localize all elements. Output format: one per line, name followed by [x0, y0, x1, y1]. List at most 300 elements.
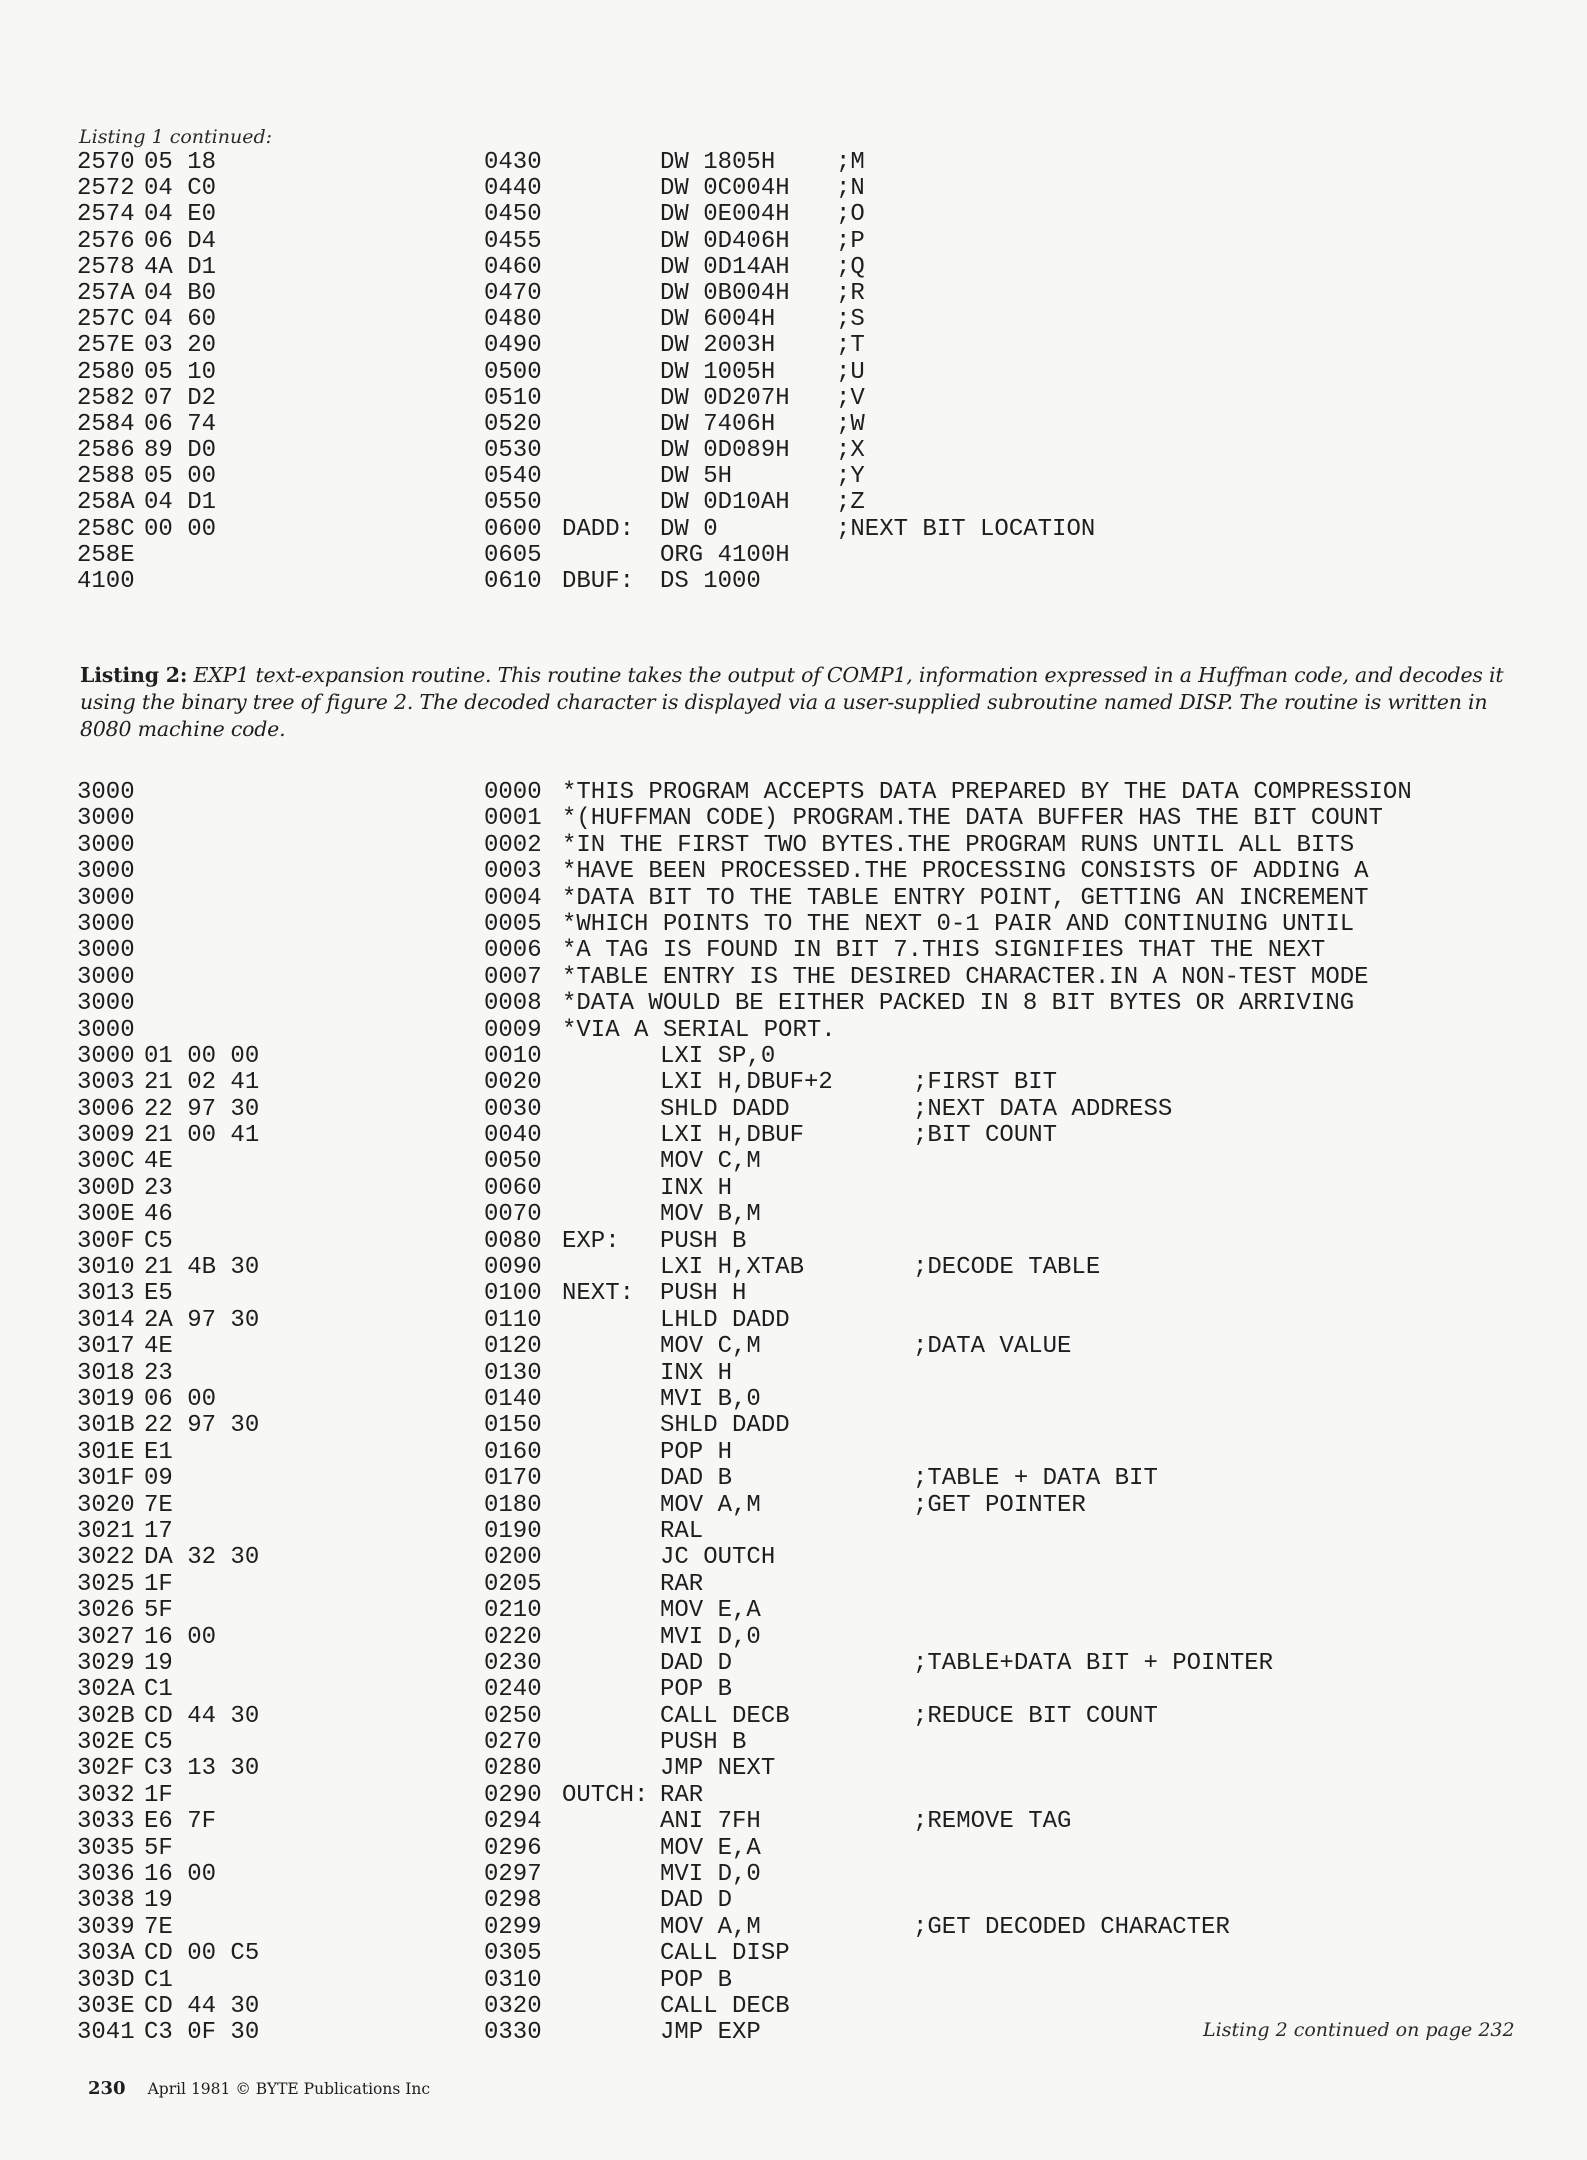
comment: ;U [836, 358, 865, 386]
instruction: DAD B [660, 1465, 733, 1493]
address: 3036 [77, 1861, 135, 1889]
address: 3000 [77, 858, 135, 886]
comment-text: *THIS PROGRAM ACCEPTS DATA PREPARED BY THE DATA COMPRESSION [562, 779, 1412, 806]
code-line [0, 1730, 1587, 1756]
instruction: LXI SP,0 [660, 1042, 776, 1070]
instruction: MOV B,M [660, 1201, 761, 1229]
address: 3032 [77, 1781, 135, 1809]
comment-line [0, 912, 1587, 938]
code-line [0, 1519, 1587, 1545]
continued-note: Listing 2 continued on page 232 [1203, 2019, 1515, 2041]
object-bytes: 00 00 [144, 515, 217, 543]
code-line [0, 1836, 1587, 1862]
object-bytes: 06 74 [144, 410, 217, 438]
listing2-code [0, 780, 1587, 2047]
code-line [0, 1651, 1587, 1677]
line-number: 0040 [484, 1122, 542, 1150]
line-number: 0090 [484, 1254, 542, 1282]
comment-line [0, 991, 1587, 1017]
object-bytes: 23 [144, 1359, 173, 1387]
code-line [0, 1413, 1587, 1439]
line-number: 0610 [484, 568, 542, 595]
line-number: 0480 [484, 306, 542, 334]
comment: ;GET POINTER [913, 1491, 1086, 1519]
address: 258C [77, 515, 135, 543]
object-bytes: 21 4B 30 [144, 1254, 260, 1282]
object-bytes: E1 [144, 1438, 173, 1466]
address: 3020 [77, 1491, 135, 1519]
code-line [0, 281, 1587, 307]
code-line [0, 1677, 1587, 1703]
line-number: 0296 [484, 1834, 542, 1862]
label: NEXT: [562, 1280, 635, 1308]
line-number: 0530 [484, 437, 542, 465]
comment: ;Z [836, 489, 865, 517]
code-line [0, 464, 1587, 490]
address: 3038 [77, 1887, 135, 1915]
object-bytes: C3 13 30 [144, 1755, 260, 1783]
address: 303D [77, 1966, 135, 1994]
code-line [0, 1255, 1587, 1281]
line-number: 0160 [484, 1438, 542, 1466]
code-line [0, 202, 1587, 228]
address: 3010 [77, 1254, 135, 1282]
object-bytes: 04 C0 [144, 175, 217, 203]
object-bytes: C5 [144, 1729, 173, 1757]
address: 2576 [77, 227, 135, 255]
code-line [0, 1202, 1587, 1228]
object-bytes: CD 00 C5 [144, 1940, 260, 1968]
object-bytes: 06 D4 [144, 227, 217, 255]
object-bytes: 89 D0 [144, 437, 217, 465]
label: DADD: [562, 515, 635, 543]
code-line [0, 1888, 1587, 1914]
comment-text: *WHICH POINTS TO THE NEXT 0-1 PAIR AND CONTINUING UNTIL [562, 910, 1355, 938]
comment: ;R [836, 279, 865, 307]
code-line [0, 517, 1587, 543]
comment: ;REMOVE TAG [913, 1808, 1072, 1836]
object-bytes: 21 00 41 [144, 1122, 260, 1150]
instruction: PUSH B [660, 1227, 747, 1255]
line-number: 0050 [484, 1148, 542, 1176]
line-number: 0270 [484, 1729, 542, 1757]
line-number: 0060 [484, 1174, 542, 1202]
line-number: 0005 [484, 910, 542, 938]
instruction: DW 2003H [660, 332, 776, 360]
address: 300F [77, 1227, 135, 1255]
line-number: 0100 [484, 1280, 542, 1308]
instruction: SHLD DADD [660, 1095, 790, 1123]
line-number: 0020 [484, 1069, 542, 1097]
code-line [0, 255, 1587, 281]
instruction: DW 7406H [660, 410, 776, 438]
address: 3003 [77, 1069, 135, 1097]
instruction: INX H [660, 1174, 733, 1202]
instruction: DW 0C004H [660, 175, 790, 203]
code-line [0, 438, 1587, 464]
object-bytes: 03 20 [144, 332, 217, 360]
address: 2586 [77, 437, 135, 465]
line-number: 0500 [484, 358, 542, 386]
code-line [0, 412, 1587, 438]
comment-text: *(HUFFMAN CODE) PROGRAM.THE DATA BUFFER HAS THE BIT COUNT [562, 805, 1383, 833]
line-number: 0605 [484, 541, 542, 569]
comment: ;Q [836, 253, 865, 281]
line-number: 0294 [484, 1808, 542, 1836]
line-number: 0297 [484, 1861, 542, 1889]
line-number: 0430 [484, 149, 542, 176]
address: 3000 [77, 805, 135, 833]
address: 3013 [77, 1280, 135, 1308]
instruction: ORG 4100H [660, 541, 790, 569]
comment-text: *IN THE FIRST TWO BYTES.THE PROGRAM RUNS UNTIL ALL BITS [562, 831, 1355, 859]
comment: ;REDUCE BIT COUNT [913, 1702, 1158, 1730]
comment-text: *VIA A SERIAL PORT. [562, 1016, 836, 1044]
comment-text: *TABLE ENTRY IS THE DESIRED CHARACTER.IN A NON-TEST MODE [562, 963, 1369, 991]
code-line [0, 1545, 1587, 1571]
address: 2570 [77, 149, 135, 176]
object-bytes: 17 [144, 1517, 173, 1545]
page-number: 230 [88, 2078, 126, 2099]
address: 3027 [77, 1623, 135, 1651]
instruction: DW 0D207H [660, 384, 790, 412]
code-line [0, 543, 1587, 569]
line-number: 0080 [484, 1227, 542, 1255]
comment: ;TABLE+DATA BIT + POINTER [913, 1649, 1274, 1677]
line-number: 0205 [484, 1570, 542, 1598]
address: 3033 [77, 1808, 135, 1836]
comment: ;NEXT DATA ADDRESS [913, 1095, 1173, 1123]
line-number: 0440 [484, 175, 542, 203]
comment: ;T [836, 332, 865, 360]
address: 3025 [77, 1570, 135, 1598]
address: 3035 [77, 1834, 135, 1862]
code-line [0, 490, 1587, 516]
comment: ;P [836, 227, 865, 255]
object-bytes: 19 [144, 1887, 173, 1915]
code-line [0, 1097, 1587, 1123]
object-bytes: 7E [144, 1491, 173, 1519]
comment-line [0, 886, 1587, 912]
address: 3017 [77, 1333, 135, 1361]
object-bytes: 22 97 30 [144, 1095, 260, 1123]
listing2-caption [80, 662, 1510, 743]
object-bytes: 1F [144, 1781, 173, 1809]
object-bytes: 05 10 [144, 358, 217, 386]
object-bytes: 16 00 [144, 1861, 217, 1889]
code-line [0, 360, 1587, 386]
address: 303E [77, 1992, 135, 2020]
instruction: MOV E,A [660, 1597, 761, 1625]
code-line [0, 1176, 1587, 1202]
listing2-caption-text: EXP1 text-expansion routine. This routine takes the output of COMP1, information expressed in a Huffman code, and decodes it using the binary tree of figure 2. The decoded character is displayed via a user-supplied subroutine named DISP. The routine is written in 8080 machine code. [80, 663, 1504, 741]
line-number: 0460 [484, 253, 542, 281]
instruction: MOV A,M [660, 1913, 761, 1941]
instruction: DW 5H [660, 463, 733, 491]
code-line [0, 1466, 1587, 1492]
code-line [0, 1704, 1587, 1730]
instruction: MVI B,0 [660, 1385, 761, 1413]
line-number: 0550 [484, 489, 542, 517]
instruction: MOV C,M [660, 1333, 761, 1361]
object-bytes: 46 [144, 1201, 173, 1229]
line-number: 0240 [484, 1676, 542, 1704]
object-bytes: 19 [144, 1649, 173, 1677]
address: 302F [77, 1755, 135, 1783]
instruction: RAL [660, 1517, 704, 1545]
address: 2574 [77, 201, 135, 229]
object-bytes: 16 00 [144, 1623, 217, 1651]
line-number: 0007 [484, 963, 542, 991]
instruction: DW 0D089H [660, 437, 790, 465]
publication-credit: April 1981 © BYTE Publications Inc [147, 2080, 431, 2098]
address: 2580 [77, 358, 135, 386]
object-bytes: 04 D1 [144, 489, 217, 517]
address: 3000 [77, 963, 135, 991]
object-bytes: 4A D1 [144, 253, 217, 281]
object-bytes: E5 [144, 1280, 173, 1308]
instruction: DW 1805H [660, 149, 776, 176]
address: 3000 [77, 910, 135, 938]
object-bytes: 1F [144, 1570, 173, 1598]
code-line [0, 1598, 1587, 1624]
code-line [0, 150, 1587, 176]
line-number: 0320 [484, 1992, 542, 2020]
instruction: DAD D [660, 1649, 733, 1677]
code-line [0, 1070, 1587, 1096]
line-number: 0280 [484, 1755, 542, 1783]
comment: ;S [836, 306, 865, 334]
code-line [0, 1149, 1587, 1175]
address: 3006 [77, 1095, 135, 1123]
object-bytes: 04 60 [144, 306, 217, 334]
line-number: 0140 [484, 1385, 542, 1413]
instruction: DW 0 [660, 515, 718, 543]
line-number: 0520 [484, 410, 542, 438]
object-bytes: 5F [144, 1834, 173, 1862]
line-number: 0490 [484, 332, 542, 360]
comment: ;TABLE + DATA BIT [913, 1465, 1158, 1493]
instruction: LXI H,XTAB [660, 1254, 805, 1282]
code-line [0, 333, 1587, 359]
line-number: 0298 [484, 1887, 542, 1915]
object-bytes: 7E [144, 1913, 173, 1941]
object-bytes: C1 [144, 1966, 173, 1994]
instruction: DW 0D10AH [660, 489, 790, 517]
instruction: DW 6004H [660, 306, 776, 334]
line-number: 0540 [484, 463, 542, 491]
object-bytes: 21 02 41 [144, 1069, 260, 1097]
line-number: 0220 [484, 1623, 542, 1651]
instruction: DW 1005H [660, 358, 776, 386]
address: 2588 [77, 463, 135, 491]
address: 3000 [77, 884, 135, 912]
code-line [0, 1756, 1587, 1782]
address: 2584 [77, 410, 135, 438]
address: 4100 [77, 568, 135, 595]
address: 3014 [77, 1306, 135, 1334]
line-number: 0009 [484, 1016, 542, 1044]
object-bytes: C3 0F 30 [144, 2019, 260, 2047]
instruction: JC OUTCH [660, 1544, 776, 1572]
object-bytes: CD 44 30 [144, 1702, 260, 1730]
address: 303A [77, 1940, 135, 1968]
instruction: MOV A,M [660, 1491, 761, 1519]
object-bytes: 04 E0 [144, 201, 217, 229]
comment-line [0, 938, 1587, 964]
address: 258A [77, 489, 135, 517]
code-line [0, 1862, 1587, 1888]
comment-line [0, 965, 1587, 991]
comment: ;DECODE TABLE [913, 1254, 1101, 1282]
comment-line [0, 833, 1587, 859]
comment-text: *A TAG IS FOUND IN BIT 7.THIS SIGNIFIES THAT THE NEXT [562, 937, 1326, 965]
object-bytes: 07 D2 [144, 384, 217, 412]
address: 3019 [77, 1385, 135, 1413]
line-number: 0170 [484, 1465, 542, 1493]
page-footer [88, 2078, 430, 2099]
line-number: 0120 [484, 1333, 542, 1361]
instruction: PUSH H [660, 1280, 747, 1308]
instruction: CALL DISP [660, 1940, 790, 1968]
line-number: 0000 [484, 779, 542, 806]
instruction: LXI H,DBUF+2 [660, 1069, 833, 1097]
comment: ;V [836, 384, 865, 412]
object-bytes: E6 7F [144, 1808, 217, 1836]
object-bytes: C1 [144, 1676, 173, 1704]
address: 3009 [77, 1122, 135, 1150]
comment-text: *DATA BIT TO THE TABLE ENTRY POINT, GETTING AN INCREMENT [562, 884, 1369, 912]
line-number: 0250 [484, 1702, 542, 1730]
address: 300C [77, 1148, 135, 1176]
address: 2572 [77, 175, 135, 203]
line-number: 0010 [484, 1042, 542, 1070]
instruction: JMP EXP [660, 2019, 761, 2047]
code-line [0, 1123, 1587, 1149]
address: 3022 [77, 1544, 135, 1572]
address: 301F [77, 1465, 135, 1493]
code-line [0, 386, 1587, 412]
address: 3000 [77, 937, 135, 965]
instruction: DW 0D14AH [660, 253, 790, 281]
instruction: DW 0E004H [660, 201, 790, 229]
line-number: 0002 [484, 831, 542, 859]
instruction: INX H [660, 1359, 733, 1387]
code-line [0, 1044, 1587, 1070]
address: 3039 [77, 1913, 135, 1941]
code-line [0, 307, 1587, 333]
object-bytes: 23 [144, 1174, 173, 1202]
comment: ;M [836, 149, 865, 176]
comment: ;W [836, 410, 865, 438]
comment-text: *HAVE BEEN PROCESSED.THE PROCESSING CONSISTS OF ADDING A [562, 858, 1369, 886]
instruction: LXI H,DBUF [660, 1122, 805, 1150]
object-bytes: DA 32 30 [144, 1544, 260, 1572]
address: 258E [77, 541, 135, 569]
address: 3018 [77, 1359, 135, 1387]
code-line [0, 1625, 1587, 1651]
object-bytes: 2A 97 30 [144, 1306, 260, 1334]
comment: ;DATA VALUE [913, 1333, 1072, 1361]
object-bytes: C5 [144, 1227, 173, 1255]
instruction: ANI 7FH [660, 1808, 761, 1836]
object-bytes: 05 00 [144, 463, 217, 491]
address: 302B [77, 1702, 135, 1730]
instruction: CALL DECB [660, 1702, 790, 1730]
object-bytes: 5F [144, 1597, 173, 1625]
address: 301B [77, 1412, 135, 1440]
instruction: POP H [660, 1438, 733, 1466]
code-line [0, 1968, 1587, 1994]
line-number: 0600 [484, 515, 542, 543]
instruction: MOV C,M [660, 1148, 761, 1176]
instruction: RAR [660, 1570, 704, 1598]
code-line [0, 1915, 1587, 1941]
object-bytes: 05 18 [144, 149, 217, 176]
code-line [0, 1229, 1587, 1255]
comment-line [0, 1018, 1587, 1044]
address: 3000 [77, 831, 135, 859]
line-number: 0110 [484, 1306, 542, 1334]
line-number: 0450 [484, 201, 542, 229]
object-bytes: 4E [144, 1148, 173, 1176]
listing1-label: Listing 1 continued: [79, 126, 273, 148]
comment: ;Y [836, 463, 865, 491]
instruction: DS 1000 [660, 568, 761, 595]
instruction: MVI D,0 [660, 1861, 761, 1889]
address: 2582 [77, 384, 135, 412]
listing1-code [0, 150, 1587, 595]
listing2-caption-title: Listing 2: [80, 663, 188, 687]
line-number: 0180 [484, 1491, 542, 1519]
code-line [0, 1941, 1587, 1967]
code-line [0, 1572, 1587, 1598]
object-bytes: 09 [144, 1465, 173, 1493]
code-line [0, 1361, 1587, 1387]
line-number: 0130 [484, 1359, 542, 1387]
line-number: 0510 [484, 384, 542, 412]
comment: ;GET DECODED CHARACTER [913, 1913, 1230, 1941]
address: 300E [77, 1201, 135, 1229]
code-line [0, 1994, 1587, 2020]
code-line [0, 1493, 1587, 1519]
instruction: PUSH B [660, 1729, 747, 1757]
line-number: 0470 [484, 279, 542, 307]
instruction: POP B [660, 1676, 733, 1704]
instruction: POP B [660, 1966, 733, 1994]
line-number: 0004 [484, 884, 542, 912]
address: 3029 [77, 1649, 135, 1677]
address: 3021 [77, 1517, 135, 1545]
instruction: MOV E,A [660, 1834, 761, 1862]
address: 257C [77, 306, 135, 334]
instruction: CALL DECB [660, 1992, 790, 2020]
comment: ;FIRST BIT [913, 1069, 1058, 1097]
comment: ;X [836, 437, 865, 465]
code-line [0, 1334, 1587, 1360]
line-number: 0070 [484, 1201, 542, 1229]
code-line [0, 1440, 1587, 1466]
object-bytes: 22 97 30 [144, 1412, 260, 1440]
comment: ;BIT COUNT [913, 1122, 1058, 1150]
address: 300D [77, 1174, 135, 1202]
comment-text: *DATA WOULD BE EITHER PACKED IN 8 BIT BYTES OR ARRIVING [562, 990, 1355, 1018]
instruction: JMP NEXT [660, 1755, 776, 1783]
code-line [0, 569, 1587, 595]
line-number: 0290 [484, 1781, 542, 1809]
address: 3000 [77, 779, 135, 806]
instruction: RAR [660, 1781, 704, 1809]
